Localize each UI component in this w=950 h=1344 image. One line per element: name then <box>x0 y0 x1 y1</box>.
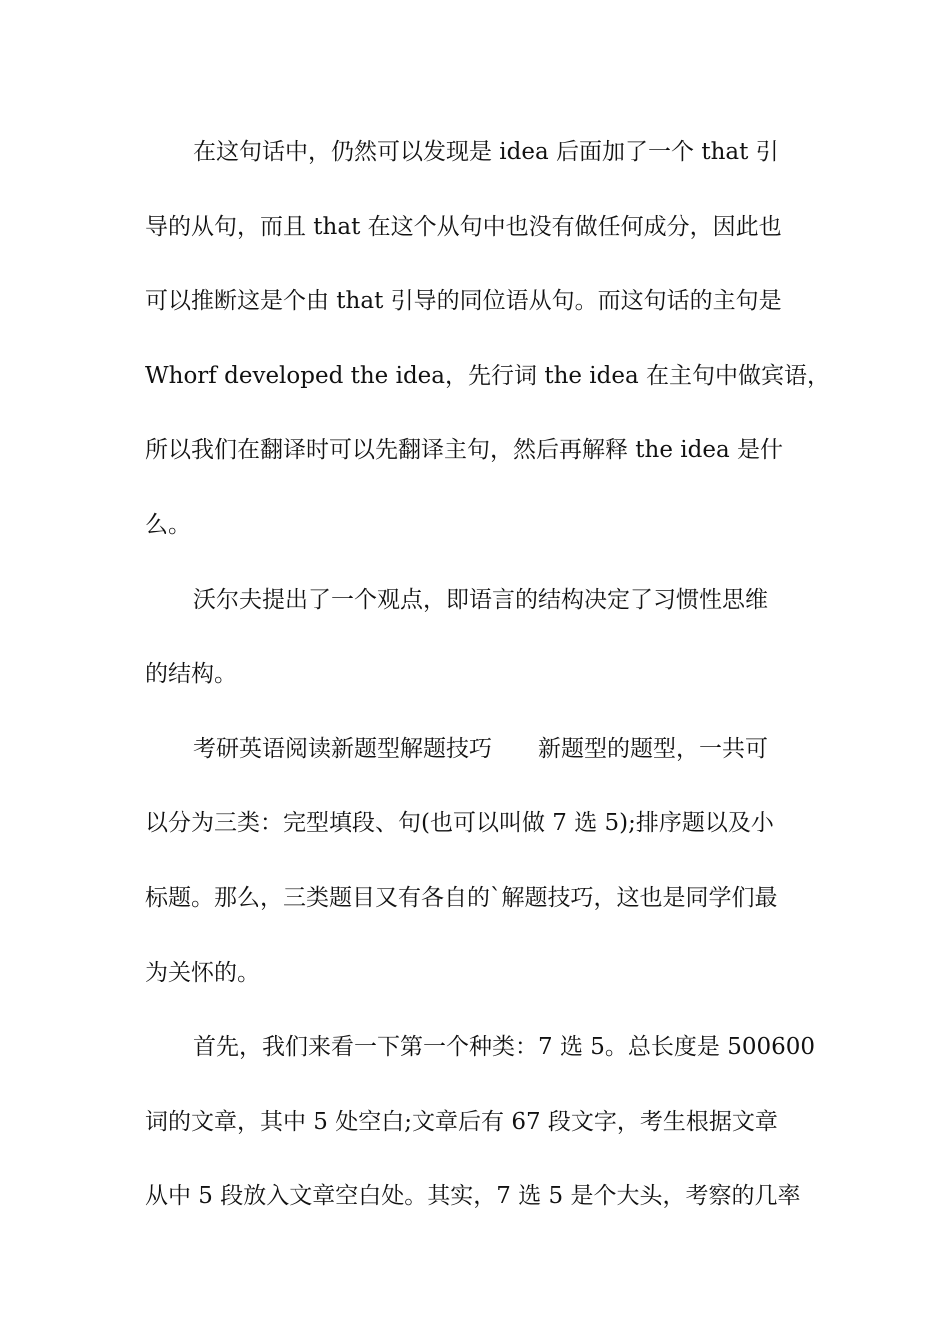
text-line: 可以推断这是个由 that 引导的同位语从句。而这句话的主句是 <box>145 288 782 315</box>
text-line: 考研英语阅读新题型解题技巧 新题型的题型，一共可 <box>193 735 768 762</box>
text-line: 在这句话中，仍然可以发现是 idea 后面加了一个 that 引 <box>193 139 779 165</box>
text-line: 标题。那么，三类题目又有各自的`解题技巧，这也是同学们最 <box>145 884 778 911</box>
text-line: 的结构。 <box>145 661 237 688</box>
text-line: 沃尔夫提出了一个观点，即语言的结构决定了习惯性思维 <box>193 586 768 613</box>
text-line: 以分为三类：完型填段、句(也可以叫做 7 选 5);排序题以及小 <box>145 810 774 837</box>
text-line: 从中 5 段放入文章空白处。其实，7 选 5 是个大头，考察的几率 <box>145 1183 801 1210</box>
text-line: Whorf developed the idea，先行词 the idea 在主句中做宾语， <box>145 362 831 389</box>
text-line: 首先，我们来看一下第一个种类：7 选 5。总长度是 500600 <box>193 1034 815 1061</box>
text-line: 导的从句，而且 that 在这个从句中也没有做任何成分，因此也 <box>145 213 782 240</box>
text-line: 所以我们在翻译时可以先翻译主句，然后再解释 the idea 是什 <box>145 437 784 464</box>
text-line: 词的文章，其中 5 处空白;文章后有 67 段文字，考生根据文章 <box>145 1108 778 1135</box>
text-line: 为关怀的。 <box>145 959 260 986</box>
body-text <box>145 128 835 1247</box>
text-line: 么。 <box>145 511 191 538</box>
